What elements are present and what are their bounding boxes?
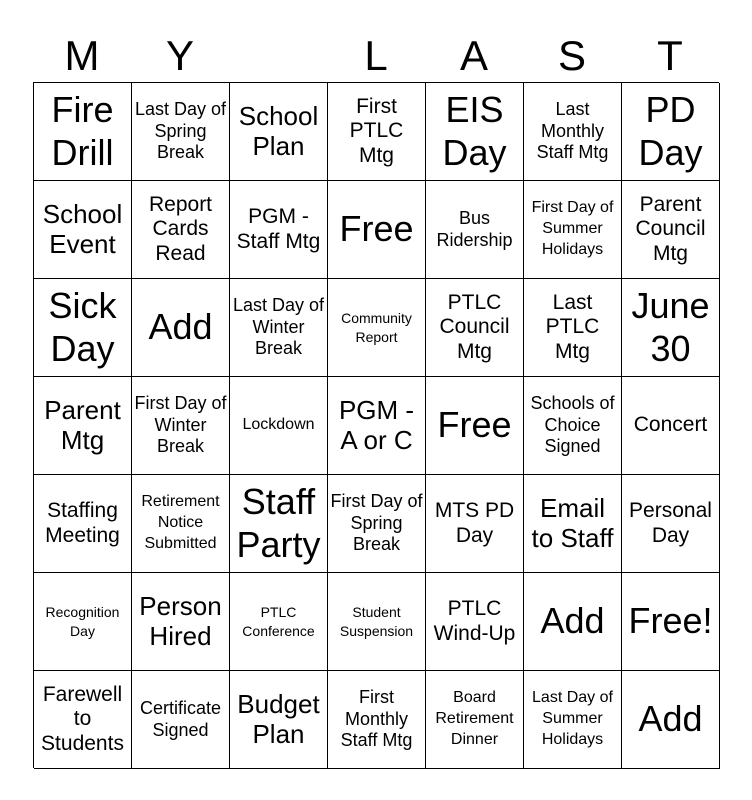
bingo-cell[interactable]	[328, 83, 426, 181]
bingo-cell[interactable]	[524, 181, 622, 279]
bingo-cell-text: Staff Party	[236, 481, 321, 565]
bingo-cell-text: MTS PD Day	[434, 499, 515, 547]
bingo-cell-text: Parent Mtg	[44, 394, 121, 455]
bingo-cell[interactable]	[328, 279, 426, 377]
bingo-cell[interactable]	[34, 83, 132, 181]
bingo-cell[interactable]	[328, 377, 426, 475]
bingo-cell-text: Add	[540, 600, 605, 642]
bingo-cell[interactable]	[426, 671, 524, 769]
bingo-cell-text: PTLC Conference	[242, 603, 315, 639]
bingo-cell-text: Community Report	[341, 309, 412, 345]
bingo-cell-text: Student Suspension	[339, 603, 414, 639]
bingo-cell[interactable]	[230, 671, 328, 769]
bingo-cell-text: Board Retirement Dinner	[435, 689, 514, 748]
bingo-cell-text: First Day of Spring Break	[330, 491, 423, 555]
bingo-cell-text: PGM - A or C	[338, 394, 415, 455]
bingo-cell-text: Farewell to Students	[41, 683, 124, 755]
bingo-cell[interactable]	[426, 181, 524, 279]
bingo-cell-text: Retirement Notice Submitted	[141, 493, 220, 552]
header-letter: S	[557, 32, 586, 79]
bingo-cell[interactable]	[622, 671, 720, 769]
bingo-cell[interactable]	[524, 475, 622, 573]
bingo-cell[interactable]	[328, 475, 426, 573]
bingo-cell-text: Free	[339, 208, 414, 250]
bingo-cell[interactable]	[132, 671, 230, 769]
bingo-cell-text: Last Day of Spring Break	[134, 99, 227, 163]
bingo-cell[interactable]	[328, 573, 426, 671]
bingo-cell-text: School Plan	[238, 100, 319, 161]
bingo-cell[interactable]	[622, 181, 720, 279]
header-letter	[229, 30, 327, 82]
bingo-cell[interactable]	[426, 83, 524, 181]
bingo-cell[interactable]	[34, 181, 132, 279]
bingo-cell[interactable]	[230, 279, 328, 377]
bingo-cell[interactable]	[132, 279, 230, 377]
header-letter: Y	[165, 32, 194, 79]
bingo-cell[interactable]	[426, 279, 524, 377]
bingo-cell[interactable]	[34, 671, 132, 769]
bingo-cell-text: PTLC Council Mtg	[439, 291, 510, 363]
bingo-cell-text: Concert	[633, 413, 708, 437]
bingo-cell[interactable]	[230, 377, 328, 475]
bingo-cell[interactable]	[622, 573, 720, 671]
bingo-cell-text: Recognition Day	[45, 603, 120, 639]
bingo-cell[interactable]	[34, 573, 132, 671]
bingo-cell-text: Certificate Signed	[139, 697, 222, 740]
bingo-cell-text: Personal Day	[629, 499, 712, 547]
bingo-cell[interactable]	[34, 279, 132, 377]
bingo-cell[interactable]	[132, 377, 230, 475]
bingo-cell-text: Report Cards Read	[148, 193, 213, 265]
bingo-cell-text: First Day of Winter Break	[134, 393, 227, 457]
header-letter: M	[64, 32, 100, 79]
bingo-cell-text: Bus Ridership	[436, 207, 513, 250]
bingo-cell-text: Last Day of Summer Holidays	[532, 689, 613, 748]
bingo-cell[interactable]	[230, 83, 328, 181]
bingo-cell[interactable]	[132, 475, 230, 573]
bingo-cell-text: Schools of Choice Signed	[530, 393, 615, 457]
bingo-cell-text: School Event	[42, 198, 123, 259]
bingo-cell[interactable]	[524, 573, 622, 671]
bingo-cell[interactable]	[622, 377, 720, 475]
bingo-cell-text: Add	[148, 306, 213, 348]
bingo-cell-text: June 30	[631, 285, 710, 369]
bingo-cell[interactable]	[132, 181, 230, 279]
bingo-cell-text: Last Monthly Staff Mtg	[536, 99, 609, 163]
bingo-cell[interactable]	[132, 83, 230, 181]
bingo-cell-text: First Day of Summer Holidays	[531, 199, 614, 258]
bingo-cell[interactable]	[622, 83, 720, 181]
bingo-grid	[33, 82, 719, 768]
bingo-cell[interactable]	[426, 475, 524, 573]
bingo-header	[33, 30, 719, 82]
header-letter: A	[459, 32, 488, 79]
bingo-cell[interactable]	[230, 181, 328, 279]
bingo-cell[interactable]	[328, 671, 426, 769]
bingo-cell-text: Lockdown	[242, 416, 315, 434]
bingo-cell-text: Add	[638, 698, 703, 740]
bingo-cell-text: Person Hired	[139, 590, 222, 651]
bingo-cell-text: Parent Council Mtg	[635, 193, 706, 265]
bingo-cell[interactable]	[426, 573, 524, 671]
bingo-cell[interactable]	[328, 181, 426, 279]
bingo-cell[interactable]	[230, 475, 328, 573]
bingo-cell-text: PTLC Wind-Up	[433, 597, 516, 645]
bingo-cell[interactable]	[230, 573, 328, 671]
bingo-cell-text: PD Day	[638, 89, 703, 173]
bingo-cell[interactable]	[132, 573, 230, 671]
bingo-cell-text: Last Day of Winter Break	[232, 295, 325, 359]
bingo-cell[interactable]	[524, 83, 622, 181]
header-letter: L	[364, 32, 388, 79]
bingo-cell[interactable]	[622, 475, 720, 573]
bingo-cell-text: PGM - Staff Mtg	[236, 205, 321, 253]
bingo-cell-text: First Monthly Staff Mtg	[340, 687, 413, 751]
bingo-cell[interactable]	[524, 377, 622, 475]
bingo-cell-text: Fire Drill	[51, 89, 114, 173]
bingo-cell[interactable]	[524, 279, 622, 377]
bingo-cell-text: EIS Day	[442, 89, 507, 173]
bingo-cell-text: Budget Plan	[237, 688, 320, 749]
bingo-cell[interactable]	[34, 475, 132, 573]
bingo-cell-text: Email to Staff	[531, 492, 614, 553]
bingo-cell[interactable]	[426, 377, 524, 475]
bingo-cell-text: Last PTLC Mtg	[545, 291, 600, 363]
bingo-cell[interactable]	[524, 671, 622, 769]
bingo-cell-text: Free	[437, 404, 512, 446]
bingo-cell[interactable]	[34, 377, 132, 475]
bingo-cell-text: Free!	[628, 600, 713, 642]
header-letter: T	[657, 32, 683, 79]
bingo-cell-text: Staffing Meeting	[45, 499, 120, 547]
bingo-cell-text: Sick Day	[48, 285, 117, 369]
bingo-cell-text: First PTLC Mtg	[349, 95, 404, 167]
bingo-cell[interactable]	[622, 279, 720, 377]
